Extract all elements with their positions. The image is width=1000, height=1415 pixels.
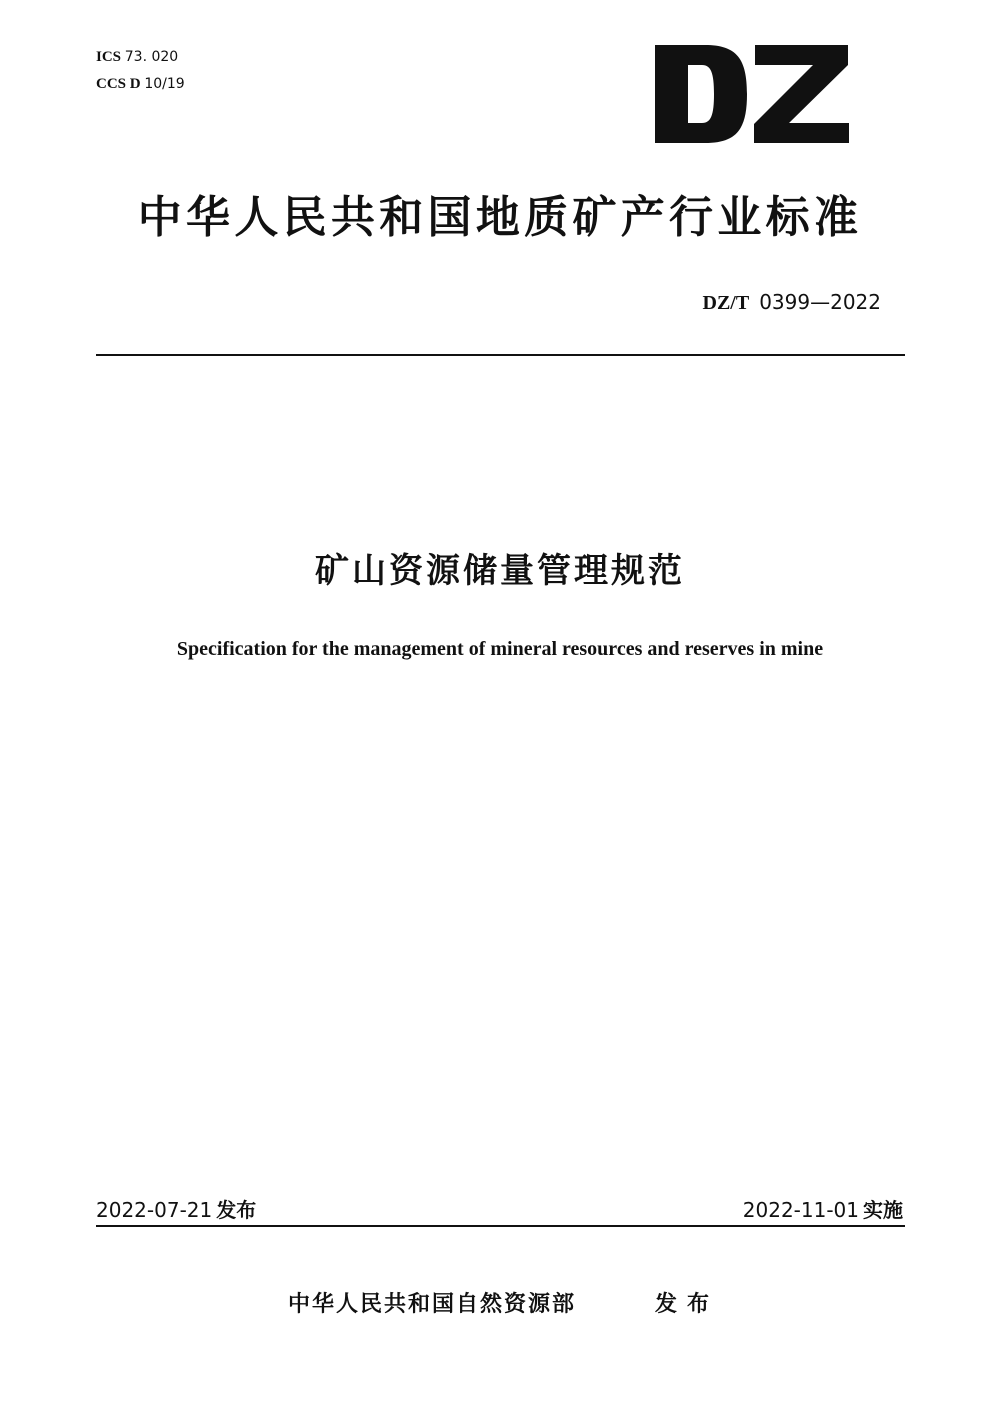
implementation-date-value: 2022-11-01	[742, 1198, 859, 1222]
publish-label: 发布	[655, 1292, 720, 1317]
ccs-label: CCS D	[96, 76, 141, 92]
ccs-number: 10/19	[144, 76, 185, 92]
document-title-chinese: 矿山资源储量管理规范	[315, 551, 685, 591]
dz-logo-z	[754, 45, 849, 143]
ics-label: ICS	[96, 49, 122, 65]
header-divider	[96, 354, 905, 356]
standard-category-title: 中华人民共和国地质矿产行业标准	[137, 192, 863, 243]
issue-date-label: 发布	[216, 1198, 257, 1222]
dz-logo	[655, 45, 849, 143]
document-title-english: Specification for the management of mineral resources and reserves in mine	[176, 638, 824, 660]
implementation-date	[743, 1196, 903, 1224]
publisher-name: 中华人民共和国自然资源部	[288, 1292, 577, 1317]
standard-number	[703, 289, 881, 316]
standard-number-value: 0399—2022	[759, 290, 881, 314]
standard-number-prefix: DZ/T	[702, 292, 750, 314]
ccs-code	[96, 75, 185, 93]
footer-divider	[96, 1225, 905, 1227]
ics-code	[96, 48, 178, 66]
issue-date	[96, 1196, 256, 1224]
dz-logo-d	[655, 45, 747, 143]
ics-number: 73. 020	[124, 49, 179, 65]
implementation-date-label: 实施	[863, 1198, 903, 1222]
issue-date-value: 2022-07-21	[96, 1198, 213, 1222]
